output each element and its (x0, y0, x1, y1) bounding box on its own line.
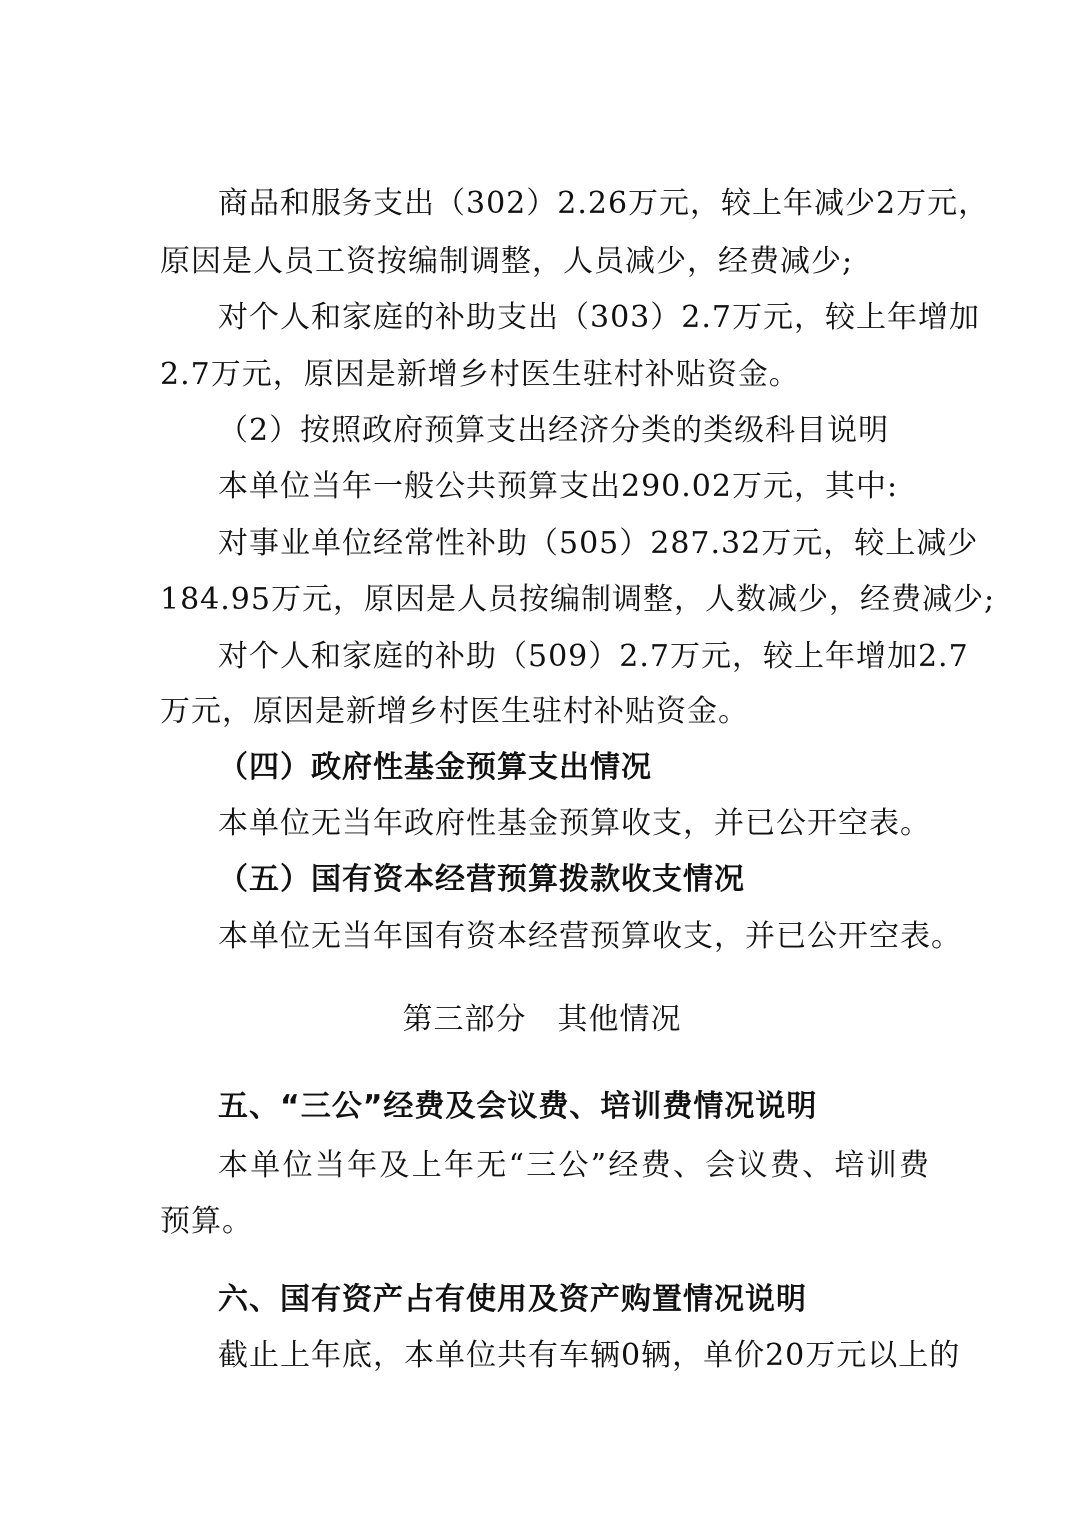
section-heading-three-public: 五、“三公”经费及会议费、培训费情况说明 (218, 1089, 818, 1124)
paragraph-line: 对个人和家庭的补助支出（303）2.7万元，较上年增加 (218, 300, 980, 335)
paragraph-line: 本单位当年一般公共预算支出290.02万元，其中: (218, 469, 899, 504)
section-heading-state-assets: 六、国有资产占有使用及资产购置情况说明 (218, 1282, 807, 1317)
paragraph-line: 2.7万元，原因是新增乡村医生驻村补贴资金。 (160, 357, 800, 392)
part-title: 第三部分 其他情况 (402, 1002, 682, 1037)
section-heading-state-capital: （五）国有资本经营预算拨款收支情况 (218, 862, 745, 897)
paragraph-line: 万元，原因是新增乡村医生驻村补贴资金。 (160, 694, 749, 729)
section-heading-government-fund: （四）政府性基金预算支出情况 (218, 750, 652, 785)
paragraph-line: 截止上年底，本单位共有车辆0辆，单价20万元以上的 (218, 1338, 961, 1373)
paragraph-line: 本单位无当年政府性基金预算收支，并已公开空表。 (218, 806, 931, 841)
subsection-heading: （2）按照政府预算支出经济分类的类级科目说明 (218, 413, 890, 448)
paragraph-line: 对个人和家庭的补助（509）2.7万元，较上年增加2.7 (218, 639, 969, 674)
paragraph-line: 对事业单位经常性补助（505）287.32万元，较上减少 (218, 526, 979, 561)
paragraph-line: 184.95万元，原因是人员按编制调整，人数减少，经费减少; (160, 582, 996, 617)
paragraph-line: 预算。 (160, 1204, 253, 1239)
paragraph-line: 商品和服务支出（302）2.26万元，较上年减少2万元， (218, 186, 990, 221)
paragraph-line: 本单位无当年国有资本经营预算收支，并已公开空表。 (218, 919, 962, 954)
paragraph-line: 原因是人员工资按编制调整，人员减少，经费减少; (160, 244, 854, 279)
paragraph-line: 本单位当年及上年无“三公”经费、会议费、培训费 (218, 1148, 930, 1183)
